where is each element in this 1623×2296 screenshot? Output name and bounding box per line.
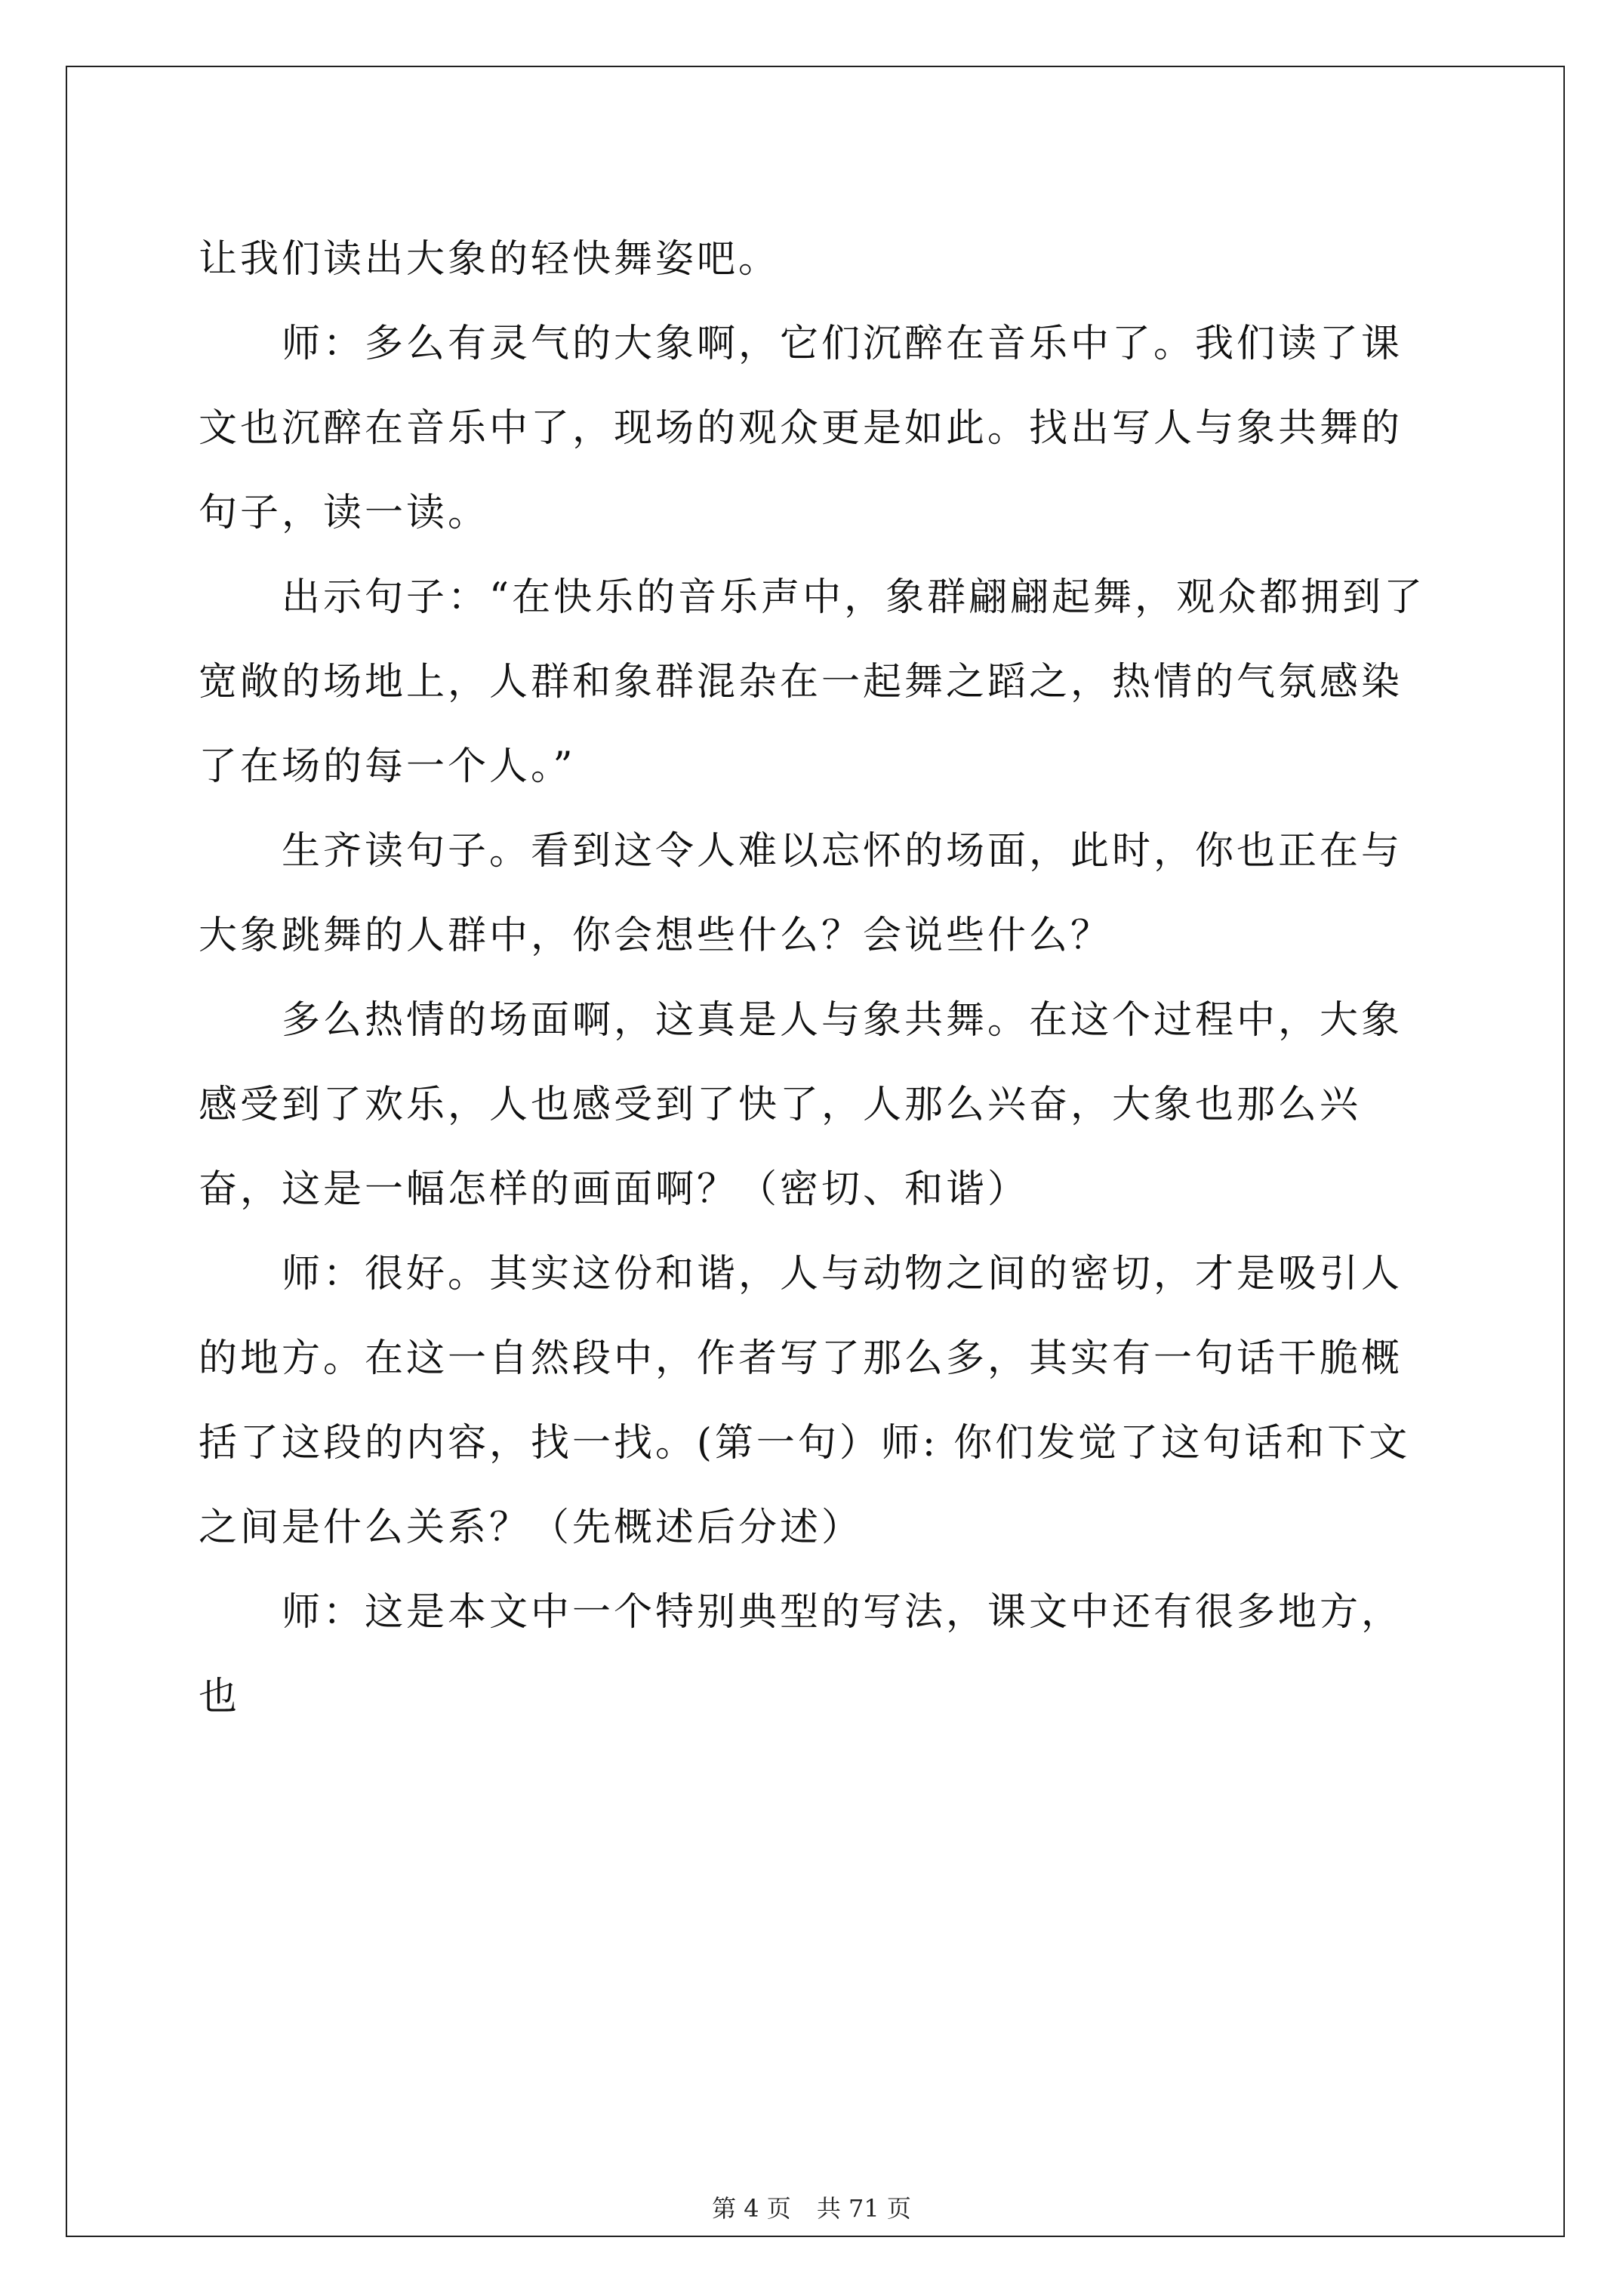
document-body bbox=[199, 217, 1437, 1740]
page-footer bbox=[0, 2193, 1623, 2224]
page-number: 第 4 页 bbox=[712, 2194, 791, 2223]
paragraph-4: 生齐读句子。看到这令人难以忘怀的场面，此时，你也正在与大象跳舞的人群中，你会想些什么？会说些什么？ bbox=[199, 829, 1403, 958]
paragraph-3: 出示句子：“在快乐的音乐声中，象群翩翩起舞，观众都拥到了宽敞的场地上，人群和象群混杂在一起舞之蹈之，热情的气氛感染了在场的每一个人。” bbox=[199, 575, 1426, 789]
paragraph-1: 让我们读出大象的轻快舞姿吧。 bbox=[199, 237, 781, 282]
total-pages: 共 71 页 bbox=[816, 2194, 911, 2223]
paragraph-2: 师：多么有灵气的大象啊，它们沉醉在音乐中了。我们读了课文也沉醉在音乐中了，现场的观众更是如此。找出写人与象共舞的句子，读一读。 bbox=[199, 322, 1403, 535]
paragraph-5: 多么热情的场面啊，这真是人与象共舞。在这个过程中，大象感受到了欢乐，人也感受到了快了，人那么兴奋，大象也那么兴奋，这是一幅怎样的画面啊？（密切、和谐） bbox=[199, 998, 1403, 1212]
paragraph-6: 师：很好。其实这份和谐，人与动物之间的密切，才是吸引人的地方。在这一自然段中，作者写了那么多，其实有一句话干脆概括了这段的内容，找一找。(第一句）师: 你们发觉了这句话和下文之间是什么关系？（先概述后分述） bbox=[199, 1252, 1411, 1550]
paragraph-7: 师：这是本文中一个特别典型的写法，课文中还有很多地方，也 bbox=[199, 1590, 1403, 1719]
